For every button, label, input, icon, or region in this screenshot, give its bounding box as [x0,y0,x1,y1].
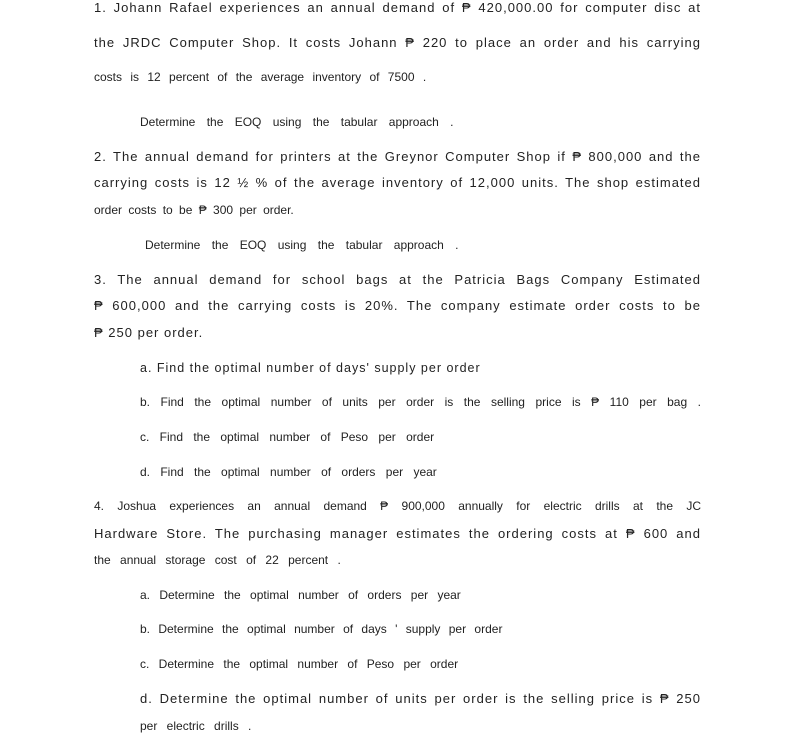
problem-1-line-1: 1. Johann Rafael experiences an annual demand of ₱ 420,000.00 for computer disc at [94,0,701,15]
problem-4-item-d: d. Determine the optimal number of units per order is the selling price is ₱ 250 [140,691,701,706]
problem-3-item-a: a. Find the optimal number of days' supply per order [140,361,481,375]
problem-4-item-d-continued: per electric drills . [140,719,252,733]
problem-3-item-b: b. Find the optimal number of units per order is the selling price is ₱ 110 per bag . [140,395,701,409]
problem-4-item-c: c. Determine the optimal number of Peso per order [140,657,459,671]
problem-4-item-a: a. Determine the optimal number of orders per year [140,588,461,602]
problem-1-task: Determine the EOQ using the tabular approach . [140,115,454,129]
problem-3-line-3: ₱ 250 per order. [94,325,204,340]
problem-4-line-2: Hardware Store. The purchasing manager estimates the ordering costs at ₱ 600 and [94,526,701,541]
problem-2-task: Determine the EOQ using the tabular approach . [145,238,459,252]
problem-3-line-1: 3. The annual demand for school bags at the Patricia Bags Company Estimated [94,272,701,287]
problem-1-line-2: the JRDC Computer Shop. It costs Johann ₱ 220 to place an order and his carrying [94,35,701,50]
problem-2-line-3: order costs to be ₱ 300 per order. [94,203,294,217]
problem-3-item-d: d. Find the optimal number of orders per year [140,465,437,479]
problem-4-item-b: b. Determine the optimal number of days ' supply per order [140,622,503,636]
problem-4-line-3: the annual storage cost of 22 percent . [94,553,341,567]
problem-2-line-2: carrying costs is 12 ½ % of the average inventory of 12,000 units. The shop estimated [94,175,701,190]
problem-2-line-1: 2. The annual demand for printers at the Greynor Computer Shop if ₱ 800,000 and the [94,149,701,164]
problem-4-line-1: 4. Joshua experiences an annual demand ₱ 900,000 annually for electric drills at the JC [94,499,701,513]
problem-1-line-3: costs is 12 percent of the average inventory of 7500 . [94,70,427,84]
problem-3-item-c: c. Find the optimal number of Peso per order [140,430,435,444]
problem-3-line-2: ₱ 600,000 and the carrying costs is 20%. The company estimate order costs to be [94,298,701,313]
